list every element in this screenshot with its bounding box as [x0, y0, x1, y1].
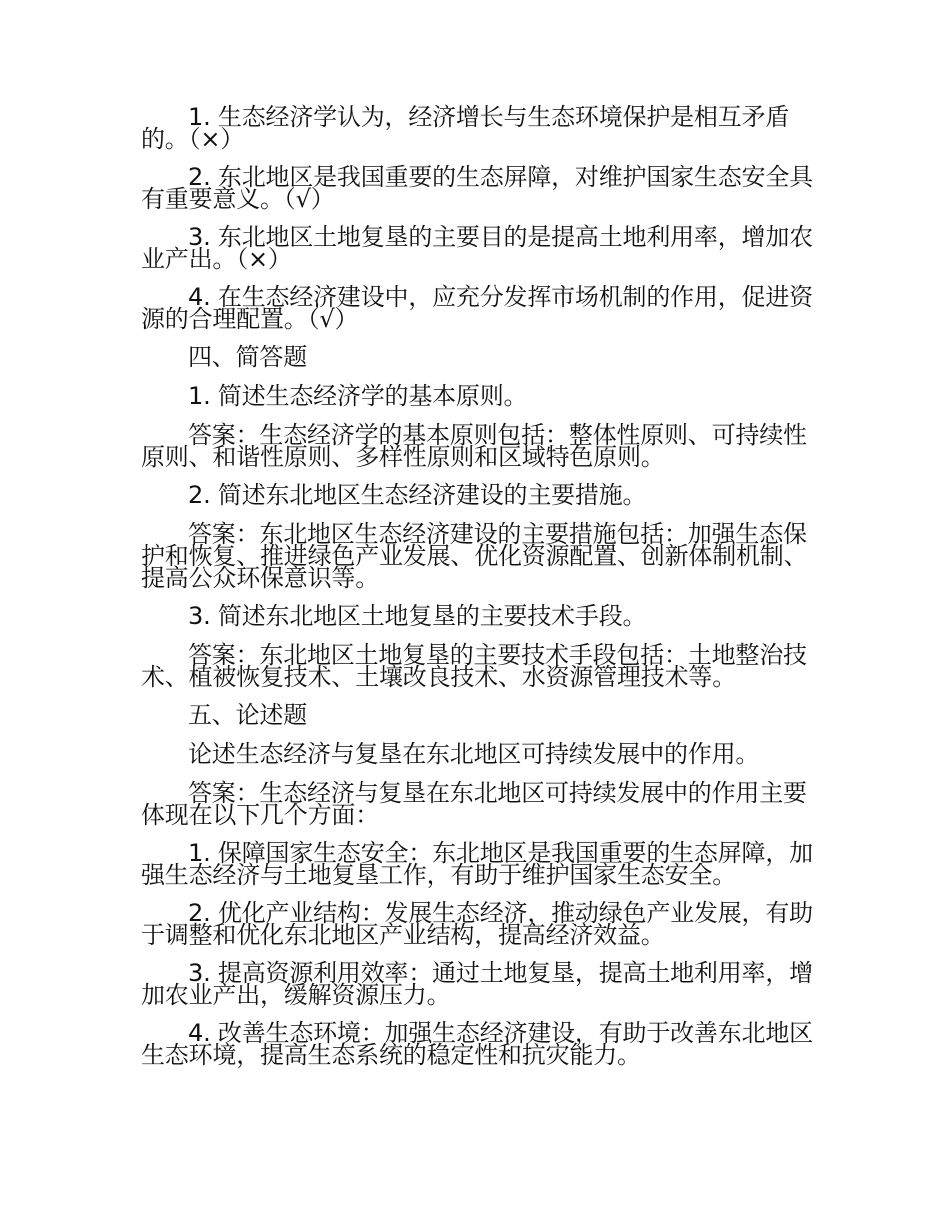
essay-answer-intro: 答案：生态经济与复垦在东北地区可持续发展中的作用主要体现在以下几个方面： — [141, 779, 807, 829]
short-answer-question-1: 1. 简述生态经济学的基本原则。 — [188, 382, 528, 410]
essay-point-1: 1. 保障国家生态安全：东北地区是我国重要的生态屏障，加强生态经济与土地复垦工作，有助于维护国家生态安全。 — [141, 839, 813, 889]
essay-point-2: 2. 优化产业结构：发展生态经济，推动绿色产业发展，有助于调整和优化东北地区产业结构，提高经济效益。 — [141, 899, 813, 949]
short-answer-answer-3: 答案：东北地区土地复垦的主要技术手段包括：土地整治技术、植被恢复技术、土壤改良技术、水资源管理技术等。 — [141, 641, 807, 691]
essay-point-3: 3. 提高资源利用效率：通过土地复垦，提高土地利用率，增加农业产出，缓解资源压力。 — [141, 959, 813, 1009]
true-false-item-1: 1. 生态经济学认为，经济增长与生态环境保护是相互矛盾的。（×） — [141, 103, 790, 153]
short-answer-answer-2: 答案：东北地区生态经济建设的主要措施包括：加强生态保护和恢复、推进绿色产业发展、优化资源配置、创新体制机制、提高公众环保意识等。 — [141, 520, 808, 592]
short-answer-question-3: 3. 简述东北地区土地复垦的主要技术手段。 — [188, 602, 647, 630]
true-false-item-4: 4. 在生态经济建设中，应充分发挥市场机制的作用，促进资源的合理配置。（√） — [141, 283, 813, 333]
true-false-item-2: 2. 东北地区是我国重要的生态屏障，对维护国家生态安全具有重要意义。（√） — [141, 163, 813, 213]
essay-point-4: 4. 改善生态环境：加强生态经济建设，有助于改善东北地区生态环境，提高生态系统的稳定性和抗灾能力。 — [141, 1019, 813, 1069]
document-page — [141, 103, 813, 1082]
essay-question: 论述生态经济与复垦在东北地区可持续发展中的作用。 — [188, 740, 760, 768]
section-heading-essay: 五、论述题 — [188, 701, 307, 729]
true-false-item-3: 3. 东北地区土地复垦的主要目的是提高土地利用率，增加农业产出。（×） — [141, 223, 813, 273]
section-heading-short-answer: 四、简答题 — [188, 343, 307, 371]
short-answer-question-2: 2. 简述东北地区生态经济建设的主要措施。 — [188, 481, 647, 509]
short-answer-answer-1: 答案：生态经济学的基本原则包括：整体性原则、可持续性原则、和谐性原则、多样性原则和区域特色原则。 — [141, 421, 807, 471]
